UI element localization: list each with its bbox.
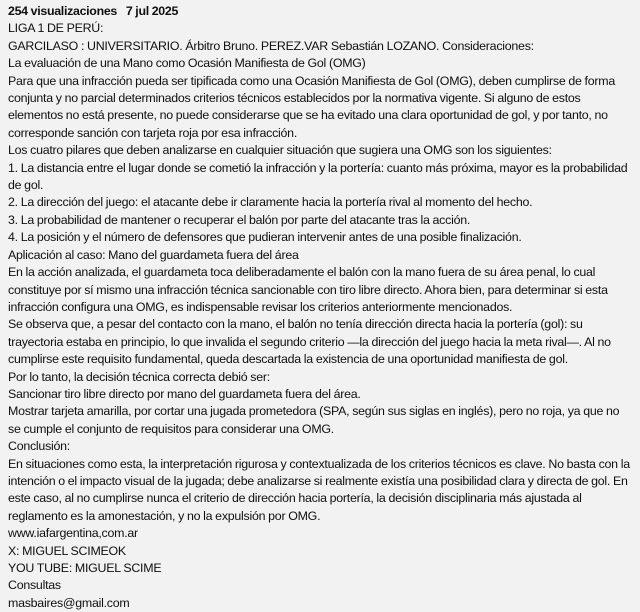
section-title-application: Aplicación al caso: Mano del guardameta fuera del área	[8, 247, 299, 262]
upload-date: 7 jul 2025	[125, 4, 179, 18]
video-metadata	[8, 3, 632, 20]
pillar-item-2: 2. La dirección del juego: el atacante debe ir claramente hacia la portería rival al momento del hecho.	[8, 195, 533, 210]
view-count: 254 visualizaciones	[8, 4, 118, 18]
decision-free-kick: Sancionar tiro libre directo por mano del guardameta fuera del área.	[8, 386, 361, 401]
paragraph-action-analysis: En la acción analizada, el guardameta toca deliberadamente el balón con la mano fuera de su área penal, lo cual constituye por sí mismo una infracción técnica sancionable con tiro libre directo. Ahora bien, para determinar si esta infracción configura una OMG, es indispensable revisar los criterios anteriormente mencionados.	[8, 265, 608, 314]
decision-yellow-card: Mostrar tarjeta amarilla, por cortar una jugada prometedora (SPA, según sus siglas en inglés), pero no roja, ya que no se cumple el conjunto de requisitos para considerar una OMG.	[8, 404, 620, 436]
decision-intro: Por lo tanto, la decisión técnica correcta debió ser:	[8, 369, 270, 384]
league-heading: LIGA 1 DE PERÚ:	[8, 21, 104, 36]
youtube-channel: YOU TUBE: MIGUEL SCIME	[8, 561, 162, 575]
pillars-intro: Los cuatro pilares que deben analizarse en cualquier situación que sugiera una OMG son los siguientes:	[8, 143, 552, 158]
section-title-evaluation: La evaluación de una Mano como Ocasión Manifiesta de Gol (OMG)	[8, 56, 366, 71]
contact-email[interactable]: masbaires@gmail.com	[8, 595, 130, 610]
match-info: GARCILASO : UNIVERSITARIO. Árbitro Bruno. PEREZ.VAR Sebastián LOZANO. Consideraciones:	[8, 38, 534, 53]
pillar-item-1: 1. La distancia entre el lugar donde se cometió la infracción y la portería: cuanto más próxima, mayor es la probabilidad de gol.	[8, 160, 628, 193]
website-link[interactable]: www.iafargentina,com.ar	[8, 526, 138, 541]
x-handle: X: MIGUEL SCIMEOK	[8, 543, 126, 558]
pillar-item-3: 3. La probabilidad de mantener o recuperar el balón por parte del atacante tras la acción.	[8, 212, 471, 227]
contact-label: Consultas	[8, 578, 61, 593]
section-title-conclusion: Conclusión:	[8, 439, 70, 454]
paragraph-conclusion: En situaciones como esta, la interpretación rigurosa y contextualizada de los criterios técnicos es clave. No basta con la intención o el impacto visual de la jugada; debe analizarse si realmente existía una posibilidad clara y directa de gol. En este caso, al no cumplirse nunca el criterio de dirección hacia portería, la decisión disciplinaria más ajustada al reglamento es la amonestación, y no la expulsión por OMG.	[8, 456, 630, 523]
paragraph-omg-definition: Para que una infracción pueda ser tipificada como una Ocasión Manifiesta de Gol (OMG), deben cumplirse de forma conjunta y no parcial determinados criterios técnicos establecidos por la normativa vigente. Si alguno de estos elementos no está presente, no puede considerarse que se ha evitado una clara oportunidad de gol, y por tanto, no corresponde sanción con tarjeta roja por esa infracción.	[8, 73, 615, 140]
pillar-item-4: 4. La posición y el número de defensores que pudieran intervenir antes de una posible finalización.	[8, 230, 522, 245]
paragraph-observation: Se observa que, a pesar del contacto con la mano, el balón no tenía dirección directa hacia la portería (gol): su trayectoria estaba en principio, lo que invalida el segundo criterio —la dirección del juego hacia la meta rival—. Al no cumplirse este requisito fundamental, queda descartada la existencia de una oportunidad manifiesta de gol.	[8, 317, 611, 367]
